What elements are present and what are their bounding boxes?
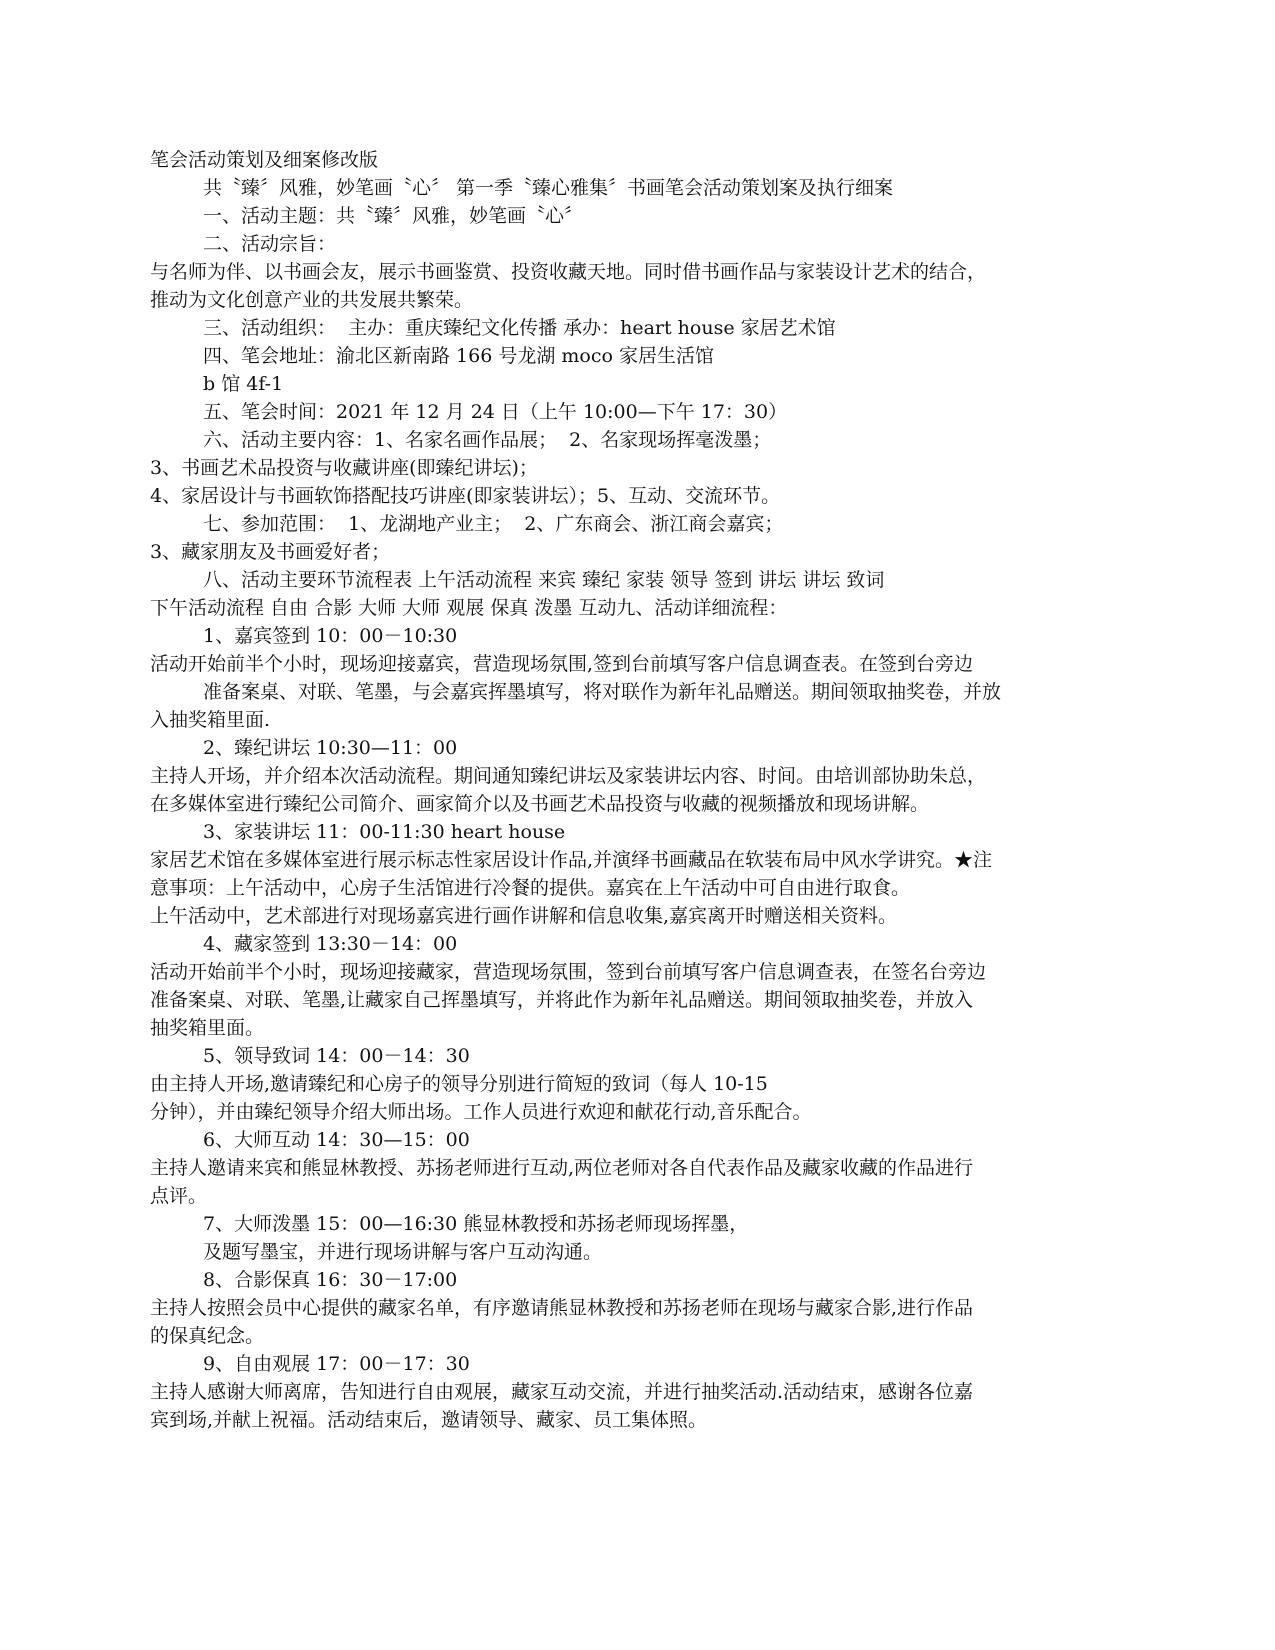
text-line: 意事项：上午活动中，心房子生活馆进行冷餐的提供。嘉宾在上午活动中可自由进行取食。 (150, 877, 911, 899)
text-line: 抽奖箱里面。 (150, 1017, 265, 1039)
text-line: 共〝臻〞风雅，妙笔画〝心〞 第一季〝臻心雅集〞书画笔会活动策划案及执行细案 (203, 177, 894, 199)
text-line: 由主持人开场,邀请臻纪和心房子的领导分别进行简短的致词（每人 10-15 (150, 1073, 768, 1095)
document-page (150, 146, 1120, 1434)
text-line: 2、臻纪讲坛 10:30—11：00 (203, 737, 458, 759)
text-line: 的保真纪念。 (150, 1325, 265, 1347)
text-line: 七、参加范围： 1、龙湖地产业主； 2、广东商会、浙江商会嘉宾； (203, 513, 784, 535)
text-line: 上午活动中，艺术部进行对现场嘉宾进行画作讲解和信息收集,嘉宾离开时赠送相关资料。 (150, 905, 898, 927)
text-line: 主持人感谢大师离席，告知进行自由观展，藏家互动交流，并进行抽奖活动.活动结束，感谢各位嘉 (150, 1381, 974, 1403)
text-line: 及题写墨宝，并进行现场讲解与客户互动沟通。 (203, 1241, 603, 1263)
text-line: 二、活动宗旨： (203, 233, 337, 255)
text-line: 与名师为伴、以书画会友，展示书画鉴赏、投资收藏天地。同时借书画作品与家装设计艺术的结合， (150, 261, 987, 283)
text-line: 3、书画艺术品投资与收藏讲座(即臻纪讲坛)； (150, 457, 538, 479)
text-line: 入抽奖箱里面. (150, 709, 271, 731)
text-line: 3、家装讲坛 11：00-11:30 heart house (203, 821, 566, 843)
text-line: 点评。 (150, 1185, 208, 1207)
text-line: 一、活动主题：共〝臻〞风雅，妙笔画〝心〞 (203, 205, 584, 227)
text-line: 4、藏家签到 13:30－14：00 (203, 933, 458, 955)
text-line: 推动为文化创意产业的共发展共繁荣。 (150, 289, 474, 311)
text-line: 7、大师泼墨 15：00—16:30 熊显林教授和苏扬老师现场挥墨， (203, 1213, 749, 1235)
text-line: 四、笔会地址：渝北区新南路 166 号龙湖 moco 家居生活馆 (203, 345, 714, 367)
text-line: 活动开始前半个小时，现场迎接藏家，营造现场氛围，签到台前填写客户信息调查表，在签名台旁边 (150, 961, 987, 983)
document-title: 笔会活动策划及细案修改版 (150, 149, 379, 171)
text-line: 宾到场,并献上祝福。活动结束后，邀请领导、藏家、员工集体照。 (150, 1409, 708, 1431)
text-line: 5、领导致词 14：00－14：30 (203, 1045, 470, 1067)
text-line: 八、活动主要环节流程表 上午活动流程 来宾 臻纪 家装 领导 签到 讲坛 讲坛 致词 (203, 569, 885, 591)
text-line: 主持人开场，并介绍本次活动流程。期间通知臻纪讲坛及家装讲坛内容、时间。由培训部协助朱总， (150, 765, 987, 787)
text-line: 1、嘉宾签到 10：00－10:30 (203, 625, 458, 647)
text-line: 8、合影保真 16：30－17:00 (203, 1269, 458, 1291)
text-line: 3、藏家朋友及书画爱好者； (150, 541, 391, 563)
text-line: 主持人按照会员中心提供的藏家名单，有序邀请熊显林教授和苏扬老师在现场与藏家合影,进行作品 (150, 1297, 974, 1319)
text-line: 在多媒体室进行臻纪公司简介、画家简介以及书画艺术品投资与收藏的视频播放和现场讲解。 (150, 793, 930, 815)
text-line: 活动开始前半个小时，现场迎接嘉宾，营造现场氛围,签到台前填写客户信息调查表。在签到台旁边 (150, 653, 974, 675)
text-line: 9、自由观展 17：00－17：30 (203, 1353, 470, 1375)
text-line: 五、笔会时间：2021 年 12 月 24 日（上午 10:00—下午 17：30） (203, 401, 788, 423)
text-line: 分钟），并由臻纪领导介绍大师出场。工作人员进行欢迎和献花行动,音乐配合。 (150, 1101, 812, 1123)
text-line: 三、活动组织： 主办：重庆臻纪文化传播 承办：heart house 家居艺术馆 (203, 317, 836, 339)
document-body (150, 174, 1120, 1434)
text-line: 4、家居设计与书画软饰搭配技巧讲座(即家装讲坛）；5、互动、交流环节。 (150, 485, 781, 507)
text-line: 主持人邀请来宾和熊显林教授、苏扬老师进行互动,两位老师对各自代表作品及藏家收藏的作品进行 (150, 1157, 974, 1179)
text-line: 六、活动主要内容：1、名家名画作品展； 2、名家现场挥毫泼墨； (203, 429, 772, 451)
text-line: 6、大师互动 14：30—15：00 (203, 1129, 470, 1151)
text-line: 准备案桌、对联、笔墨,让藏家自己挥墨填写，并将此作为新年礼品赠送。期间领取抽奖卷，并放入 (150, 989, 974, 1011)
text-line: 准备案桌、对联、笔墨，与会嘉宾挥墨填写，将对联作为新年礼品赠送。期间领取抽奖卷，并放 (203, 681, 1002, 703)
text-line: 下午活动流程 自由 合影 大师 大师 观展 保真 泼墨 互动九、活动详细流程： (150, 597, 788, 619)
text-line: b 馆 4f-1 (203, 373, 284, 395)
text-line: 家居艺术馆在多媒体室进行展示标志性家居设计作品,并演绎书画藏品在软装布局中风水学讲究。★注 (150, 849, 993, 871)
